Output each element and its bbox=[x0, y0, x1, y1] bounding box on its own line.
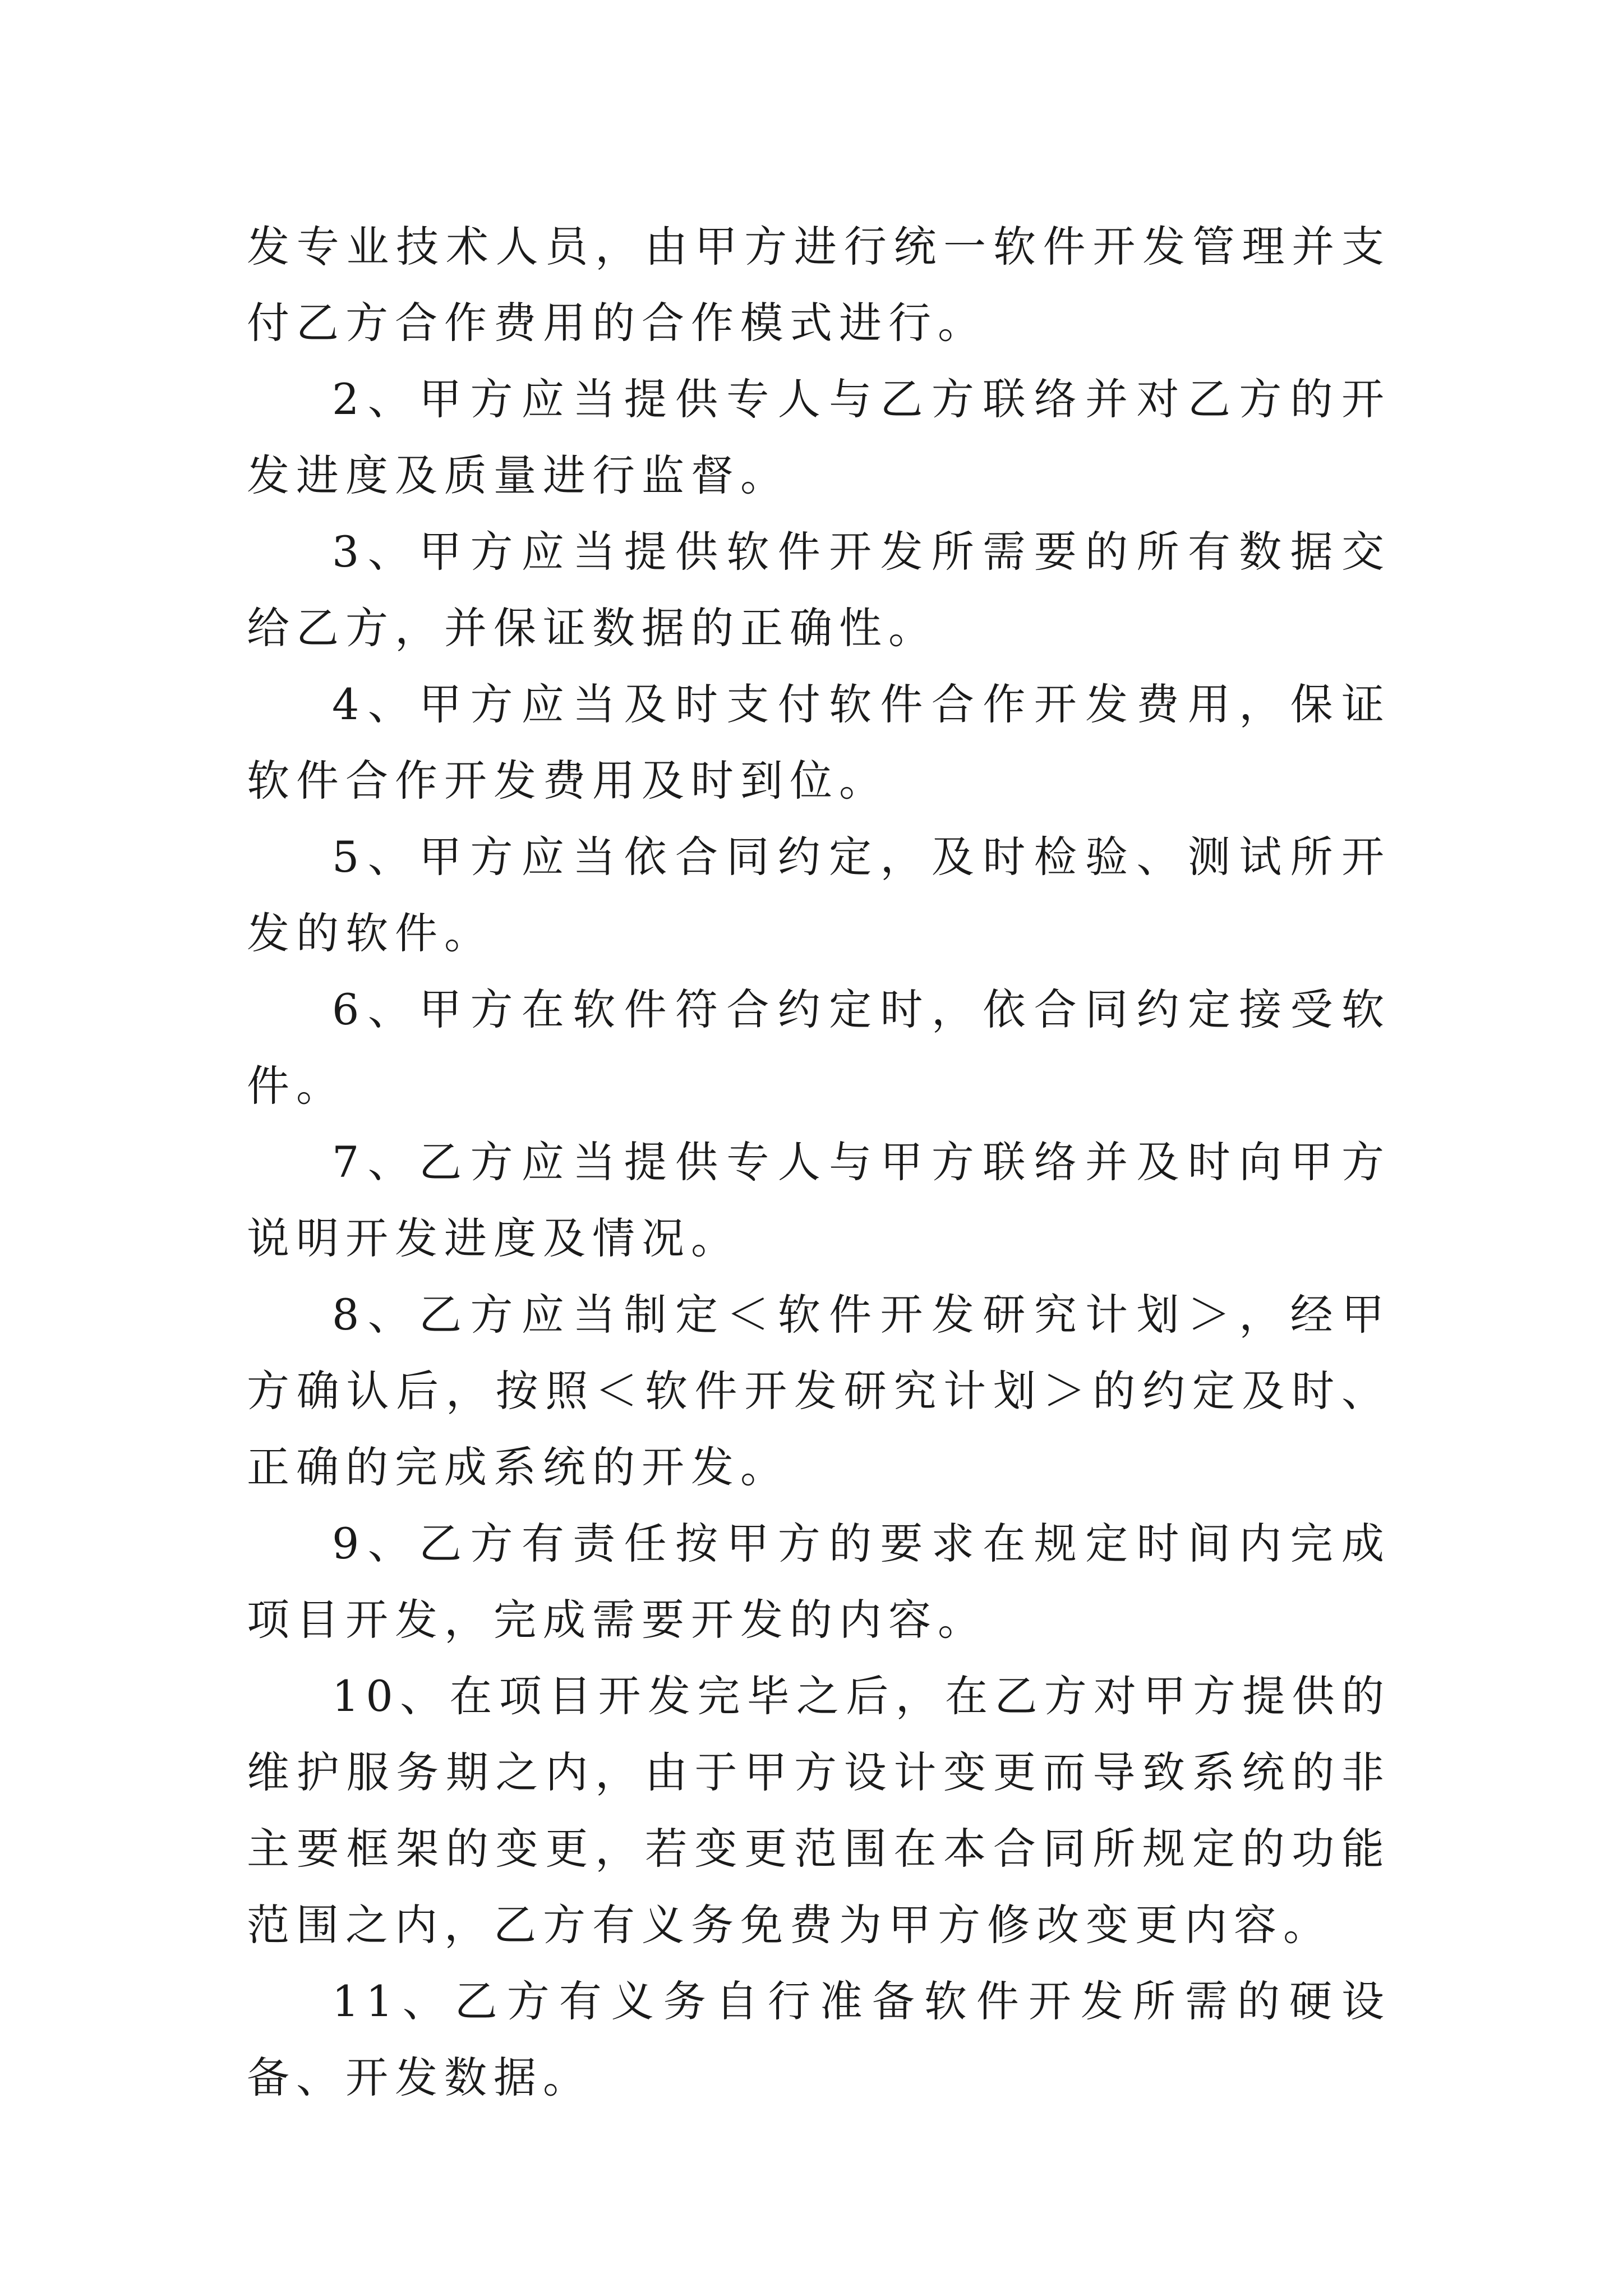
paragraph-continuation: 发专业技术人员，由甲方进行统一软件开发管理并支付乙方合作费用的合作模式进行。 bbox=[247, 222, 1391, 348]
paragraph-clause-4: 4、甲方应当及时支付软件合作开发费用，保证软件合作开发费用及时到位。 bbox=[247, 679, 1391, 806]
paragraph-clause-5: 5、甲方应当依合同约定，及时检验、测试所开发的软件。 bbox=[247, 832, 1391, 958]
paragraph-clause-2: 2、甲方应当提供专人与乙方联络并对乙方的开发进度及质量进行监督。 bbox=[247, 374, 1391, 500]
paragraph-clause-7: 7、乙方应当提供专人与甲方联络并及时向甲方说明开发进度及情况。 bbox=[247, 1137, 1391, 1263]
paragraph-clause-6: 6、甲方在软件符合约定时，依合同约定接受软件。 bbox=[247, 984, 1391, 1111]
paragraph-clause-10: 10、在项目开发完毕之后，在乙方对甲方提供的维护服务期之内，由于甲方设计变更而导致系统的非主要框架的变更，若变更范围在本合同所规定的功能范围之内，乙方有义务免费为甲方修改变更内容。 bbox=[247, 1671, 1391, 1950]
paragraph-clause-9: 9、乙方有责任按甲方的要求在规定时间内完成项目开发，完成需要开发的内容。 bbox=[247, 1519, 1391, 1645]
paragraph-clause-11: 11、乙方有义务自行准备软件开发所需的硬设备、开发数据。 bbox=[247, 1976, 1391, 2102]
document-body bbox=[247, 209, 1391, 2116]
paragraph-clause-3: 3、甲方应当提供软件开发所需要的所有数据交给乙方，并保证数据的正确性。 bbox=[247, 527, 1391, 653]
paragraph-clause-8: 8、乙方应当制定＜软件开发研究计划＞，经甲方确认后，按照＜软件开发研究计划＞的约定及时、正确的完成系统的开发。 bbox=[247, 1290, 1391, 1492]
